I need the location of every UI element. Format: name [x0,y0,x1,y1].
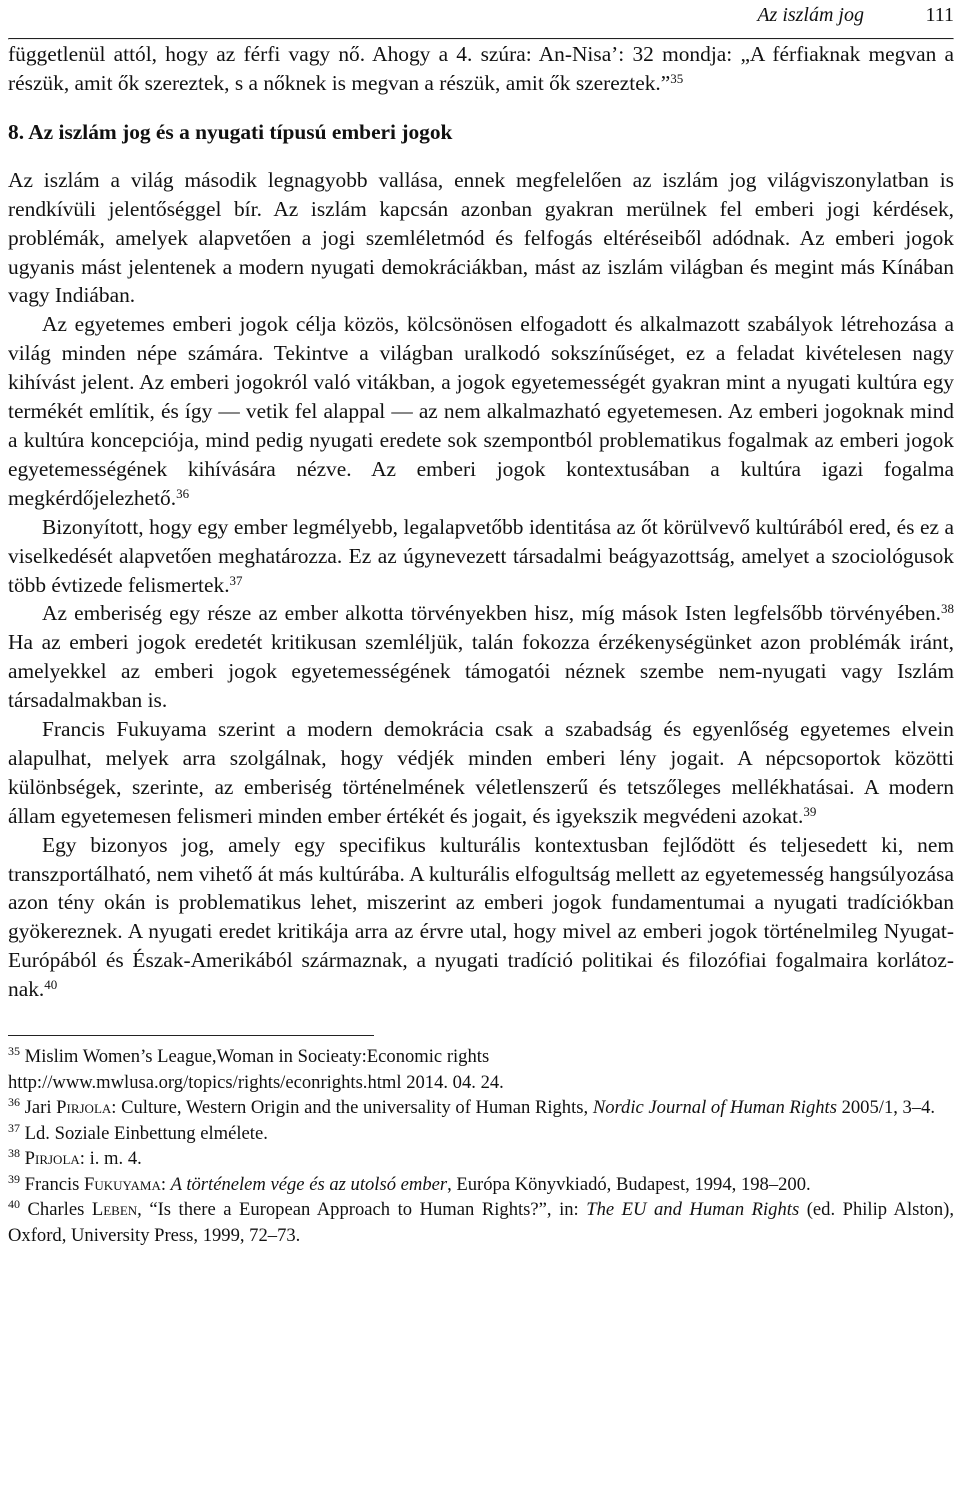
footnote-text: , “Is there a European Approach to Human Rights?”, in: [137,1199,587,1221]
running-head [8,0,954,38]
paragraph-text: Az egyetemes emberi jogok célja közös, kölcsönösen elfogadott és alkalmazott szabályok létrehozása a világ minden népe számára. Tekintve a világban uralkodó sokszínűséget, ez a feladat kivételesen nagy kihívást jelent. Az emberi jogokról való vitákban, a jogok egyetemességét gyakran mint a nyugati kultúra egy termékét említik, és így — vetik fel alappal — az nem alkalmazható egyetemesen. Az emberi jogoknak mind a kultúra koncepciója, mind pedig nyugati eredete sok szempontból problematikus fogalmak az emberi jogok egyetemességének kihívására nézve. Az emberi jogok kontextusában a kultúra igazi fogalma megkérdőjelezhető. [8,312,954,510]
footnote-ref: 39 [803,803,817,819]
footnote-rule [8,1035,374,1036]
running-head-title: Az iszlám jog [757,4,864,26]
footnote-text: The EU and Human Rights [586,1199,800,1221]
book-page [8,0,954,1248]
footnote-text: : i. m. 4. [79,1148,142,1170]
paragraph-text: Egy bizonyos jog, amely egy specifikus kulturális kontextusban fejlődött és teljesedett ki, nem transzportálható, nem vihető át más kultúrába. A kulturális elfogultság mellett az egyetemesség hangsúlyozása azon tény okán is problematikus lehet, miszerint az emberi jogok fundamentumai a nyugati tradíciókban gyökereznek. A nyugati eredet kritikája arra az érvre utal, hogy mivel az emberi jogok történelmileg Nyugat-Európából és Észak-Amerikából származnak, a nyugati tradíció politikai és filozófiai fogalmaira korlátoznak. [8,832,954,1002]
footnote-ref: 38 [941,601,954,617]
body-paragraph [8,831,954,1004]
footnote-text: Jari [24,1097,57,1119]
footnote-text: 2005/1, 3–4. [836,1097,936,1119]
footnote-text: Pirjola [24,1148,80,1170]
footnote-text: Fukuyama [84,1173,161,1195]
paragraph-text: Az iszlám a világ második legnagyobb vallása, ennek megfelelően az iszlám jog világviszonylatban is rendkívüli jelentőséggel bír. Az iszlám kapcsán azonban gyakran merülnek fel emberi jogi kérdések, problémák, amelyek alapvetően a jogi szemléletmód és felfogás eltéréseiből adódnak. Az emberi jogok ugyanis mást jelentenek a modern nyugati demokráciákban, mást az iszlám világban és megint más Kínában vagy Indiában. [8,167,954,308]
footnote-39 [8,1172,954,1198]
footnote-text: Ld. Soziale Einbettung elmélete. [24,1122,268,1144]
footnote-text: (ed. Philip Alston), Oxford, University Press, 1999, 72–73. [8,1199,954,1246]
main-text [8,40,954,1004]
footnote-text: Mislim Women’s League,Woman in Socieaty:Economic rights [24,1046,490,1068]
footnote-ref: 36 [176,485,190,501]
footnotes [8,1044,954,1248]
section-heading: 8. Az iszlám jog és a nyugati típusú emberi jogok [8,119,453,144]
footnote-text: Pirjola [56,1097,112,1119]
footnote-text: A történelem vége és az utolsó ember [170,1173,448,1195]
page-number: 111 [925,4,954,26]
footnote-38 [8,1146,954,1172]
footnote-text: Leben [91,1199,138,1221]
footnote-text: : [160,1173,171,1195]
footnote-35 [8,1044,954,1095]
footnote-number: 39 [8,1171,20,1186]
body-paragraph [8,599,954,715]
footnote-40 [8,1197,954,1248]
opening-paragraph-text: függetlenül attól, hogy az férfi vagy nő. Ahogy a 4. szúra: An-Nisa’: 32 mondja: „A férfiaknak megvan a részük, amit ők szereztek, s a nőknek is megvan a részük, amit ők szereztek.” [8,42,954,95]
body-paragraph [8,166,954,311]
footnote-37 [8,1121,954,1147]
footnote-text: http://www.mwlusa.org/topics/rights/econrights.html 2014. 04. 24. [8,1071,504,1093]
footnote-text: Charles [27,1199,92,1221]
footnote-ref: 35 [670,70,684,86]
paragraph-text: Bizonyított, hogy egy ember legmélyebb, legalapvetőbb identitása az őt körülvevő kultúrából ered, és ez a viselkedését alapvetően meghatározza. Ez az úgynevezett társadalmi beágyazottság, amelyet a szociológusok több évtizede felismertek. [8,514,954,597]
footnote-number: 35 [8,1043,20,1058]
body-paragraph [8,310,954,512]
footnote-text: Francis [24,1173,85,1195]
body-paragraphs [8,166,954,1004]
paragraph-text: Francis Fukuyama szerint a modern demokrácia csak a szabadság és egyenlőség egyetemes elvein alapulhat, melyek arra szolgálnak, hogy védjék minden emberi lény jogait. A népcsoportok közötti különbségek, szerinte, az emberiség történelmének véletlenszerű és tetszőleges mellékhatásai. A modern állam egyetemesen felismeri minden ember értékét és jogait, és igyekszik megvédeni azokat. [8,717,954,828]
footnote-text: : Culture, Western Origin and the universality of Human Rights, [111,1097,593,1119]
footnote-number: 36 [8,1094,20,1109]
footnote-number: 38 [8,1145,20,1160]
opening-paragraph [8,40,954,98]
footnote-number: 40 [8,1196,20,1211]
footnote-text: , Európa Könyvkiadó, Budapest, 1994, 198–200. [447,1173,811,1195]
body-paragraph [8,715,954,831]
paragraph-text: Ha az emberi jogok eredetét kritikusan szemléljük, talán fokozza érzékenységünket azon problémák iránt, amelyekkel az emberi jogok egyetemességének támogatói néznek szembe nem-nyugati vagy Iszlám társadalmakban is. [8,630,954,713]
footnote-ref: 40 [44,977,58,993]
footnote-text: Nordic Journal of Human Rights [592,1097,837,1119]
body-paragraph [8,513,954,600]
footnote-number: 37 [8,1120,20,1135]
footnote-ref: 37 [229,572,243,588]
footnote-36 [8,1095,954,1121]
paragraph-text: Az emberiség egy része az ember alkotta törvényekben hisz, míg mások Isten legfelsőbb törvényében. [42,601,941,626]
